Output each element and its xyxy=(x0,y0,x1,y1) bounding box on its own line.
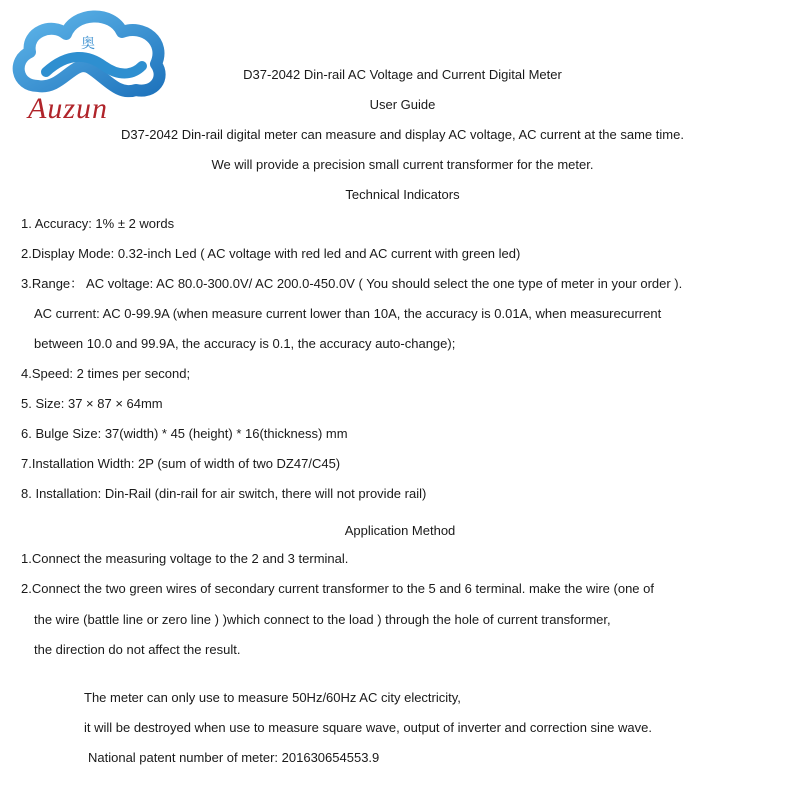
spec-item: 6. Bulge Size: 37(width) * 45 (height) * 16(thickness) mm xyxy=(21,426,348,441)
spec-item: 4.Speed: 2 times per second; xyxy=(21,366,191,381)
document-title: D37-2042 Din-rail AC Voltage and Current Digital Meter xyxy=(243,67,562,82)
spec-item: 8. Installation: Din-Rail (din-rail for air switch, there will not provide rail) xyxy=(21,486,427,501)
application-item: 2.Connect the two green wires of secondary current transformer to the 5 and 6 terminal. make the wire (one of xyxy=(21,581,654,596)
patent-number: National patent number of meter: 201630654553.9 xyxy=(88,750,380,765)
spec-item: 1. Accuracy: 1% ± 2 words xyxy=(21,216,175,231)
spec-item: 5. Size: 37 × 87 × 64mm xyxy=(21,396,163,411)
intro-line: We will provide a precision small current transformer for the meter. xyxy=(211,157,594,172)
section-heading-application: Application Method xyxy=(344,523,456,538)
section-heading-technical: Technical Indicators xyxy=(345,187,460,202)
note-line: The meter can only use to measure 50Hz/60Hz AC city electricity, xyxy=(84,690,461,705)
application-item: 1.Connect the measuring voltage to the 2 and 3 terminal. xyxy=(21,551,349,566)
note-line: it will be destroyed when use to measure square wave, output of inverter and correction sine wave. xyxy=(84,720,652,735)
spec-item: 2.Display Mode: 0.32-inch Led ( AC voltage with red led and AC current with green led) xyxy=(21,246,521,261)
spec-item: between 10.0 and 99.9A, the accuracy is 0.1, the accuracy auto-change); xyxy=(34,336,456,351)
application-item: the direction do not affect the result. xyxy=(34,642,241,657)
spec-item: AC current: AC 0-99.9A (when measure current lower than 10A, the accuracy is 0.01A, when measurecurrent xyxy=(34,306,662,321)
svg-text:奥: 奥 xyxy=(81,36,95,52)
spec-item: 7.Installation Width: 2P (sum of width of two DZ47/C45) xyxy=(21,456,341,471)
brand-name: Auzun xyxy=(28,92,108,125)
spec-item: 3.Range： AC voltage: AC 80.0-300.0V/ AC 200.0-450.0V ( You should select the one type of meter in your order ). xyxy=(21,276,683,291)
cloud-icon xyxy=(8,8,168,98)
application-item: the wire (battle line or zero line ) )which connect to the load ) through the hole of current transformer, xyxy=(34,612,611,627)
document-subtitle: User Guide xyxy=(369,97,436,112)
intro-line: D37-2042 Din-rail digital meter can measure and display AC voltage, AC current at the same time. xyxy=(121,127,684,142)
